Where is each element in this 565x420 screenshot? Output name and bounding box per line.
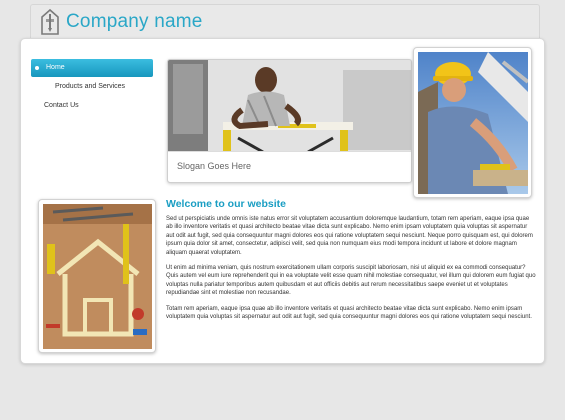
welcome-heading: Welcome to our website	[166, 198, 286, 210]
nav-item-label: Home	[46, 64, 65, 71]
nav-item-products-and-services[interactable]	[31, 78, 153, 96]
nav-item-label: Products and Services	[55, 83, 126, 90]
main-content	[166, 198, 536, 328]
content-paragraph: Totam rem aperiam, eaque ipsa quae ab illo inventore veritatis et quasi architecto beatae vitae dicta sunt explicabo. Nemo enim ipsam voluptatem quia voluptas sit aspernatur aut odit aut fugit, sed quia consequuntur magni dolores eos qui ratione voluptatem sequi nesciunt.	[166, 305, 532, 321]
house-pen-icon[interactable]	[39, 8, 61, 36]
nav-item-label: Contact Us	[44, 102, 79, 109]
construction-worker-photo-frame	[413, 47, 532, 198]
slogan-text: Slogan Goes Here	[177, 161, 252, 171]
content-paragraph: Sed ut perspiciatis unde omnis iste natus error sit voluptatem accusantium doloremque laudantium, totam rem aperiam, eaque ipsa quae ab illo inventore veritatis et quasi architecto beatae vitae dicta sunt explicabo. Nemo enim ipsam voluptatem quia voluptas sit aspernatur aut odit aut fugit, sed quia consequuntur magni dolores eos qui ratione voluptatem sequi nesciunt. Neque porro quisquam est, qui dolorem ipsum quia dolor sit amet, consectetur, adipisci velit, sed quia non numquam eius modi tempora incidunt ut labore et dolore magnam aliquam quaerat voluptatem.	[166, 216, 533, 256]
nav-item-home[interactable]	[31, 59, 153, 77]
construction-worker-photo	[418, 52, 528, 194]
wooden-house-rulers-photo	[43, 204, 152, 349]
bullet-icon	[35, 66, 39, 70]
main-nav	[31, 59, 153, 116]
site-header	[30, 4, 540, 38]
main-panel	[20, 38, 545, 364]
slogan-bar	[168, 151, 411, 182]
hero-banner	[167, 59, 412, 183]
content-paragraph: Ut enim ad minima veniam, quis nostrum exercitationem ullam corporis suscipit laboriosam, nisi ut aliquid ex ea commodi consequatur? Quis autem vel eum iure reprehenderit qui in ea voluptate velit esse quam nihil molestiae consequatur, vel illum qui dolorem eum fugiat quo voluptas nulla pariatur temporibus autem quibusdam et aut officiis debitis aut rerum necessitatibus saepe eveniet ut et voluptates repudiandae sint et molestiae non recusandae.	[166, 265, 536, 297]
nav-item-contact-us[interactable]	[31, 97, 153, 115]
wooden-house-rulers-photo-frame	[38, 199, 156, 353]
company-name[interactable]: Company name	[66, 11, 203, 32]
